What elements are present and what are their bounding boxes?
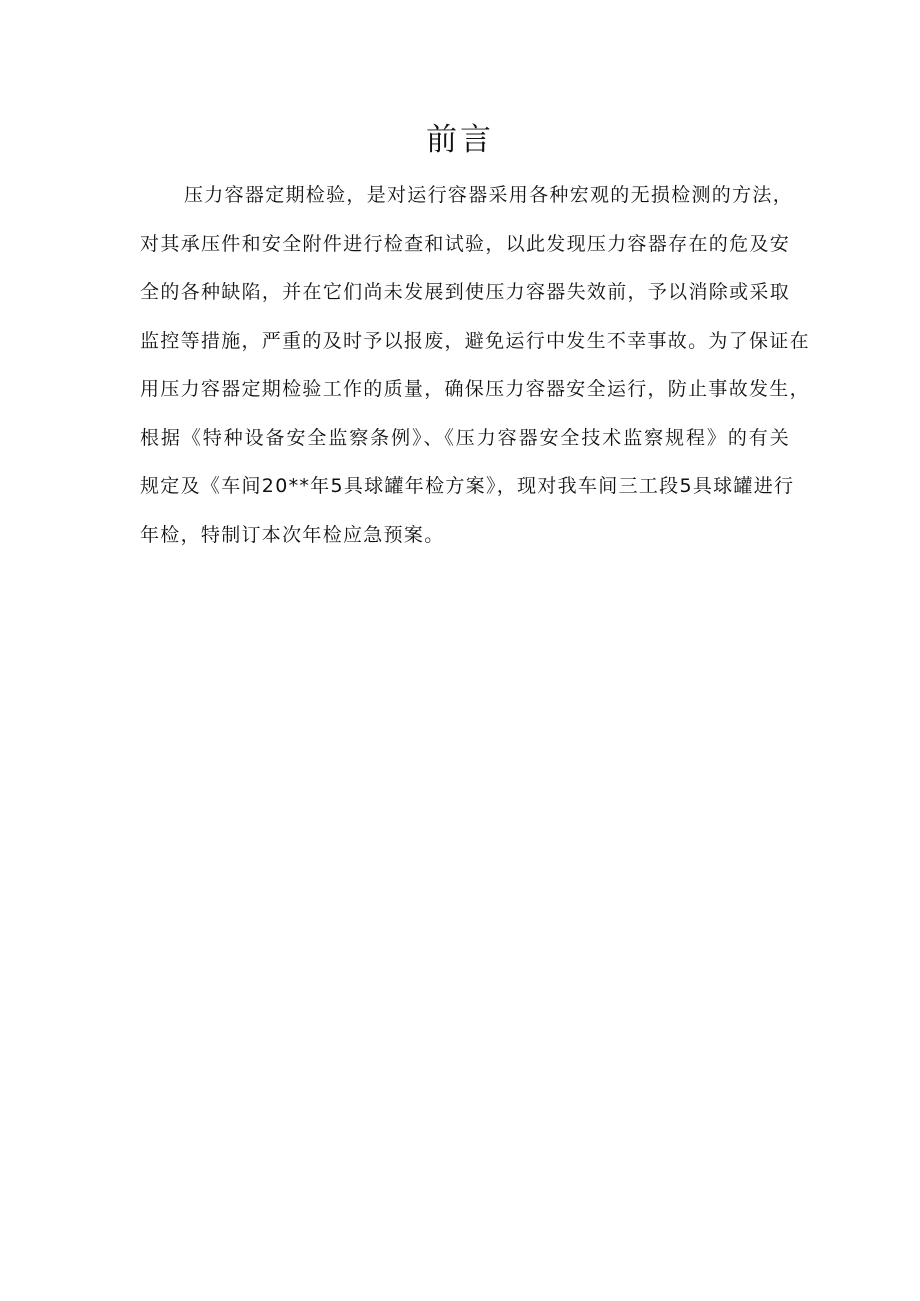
paragraph-line-5: 用压力容器定期检验工作的质量，确保压力容器安全运行，防止事故发生， <box>140 378 810 400</box>
paragraph-line-4: 监控等措施，严重的及时予以报废，避免运行中发生不幸事故。为了保证在 <box>140 329 810 352</box>
paragraph-line-3: 全的各种缺陷，并在它们尚未发展到使压力容器失效前，予以消除或采取 <box>140 281 790 303</box>
preface-paragraph <box>140 176 810 564</box>
paragraph-line-2: 对其承压件和安全附件进行检查和试验，以此发现压力容器存在的危及安 <box>140 232 790 255</box>
paragraph-line-7: 规定及《车间20**年5具球罐年检方案》，现对我车间三工段5具球罐进行 <box>140 475 795 497</box>
paragraph-line-6: 根据《特种设备安全监察条例》、《压力容器安全技术监察规程》的有关 <box>140 426 790 449</box>
paragraph-line-8: 年检，特制订本次年检应急预案。 <box>140 523 445 546</box>
page-title: 前言 <box>426 122 494 158</box>
paragraph-line-1: 压力容器定期检验，是对运行容器采用各种宏观的无损检测的方法， <box>184 184 794 206</box>
